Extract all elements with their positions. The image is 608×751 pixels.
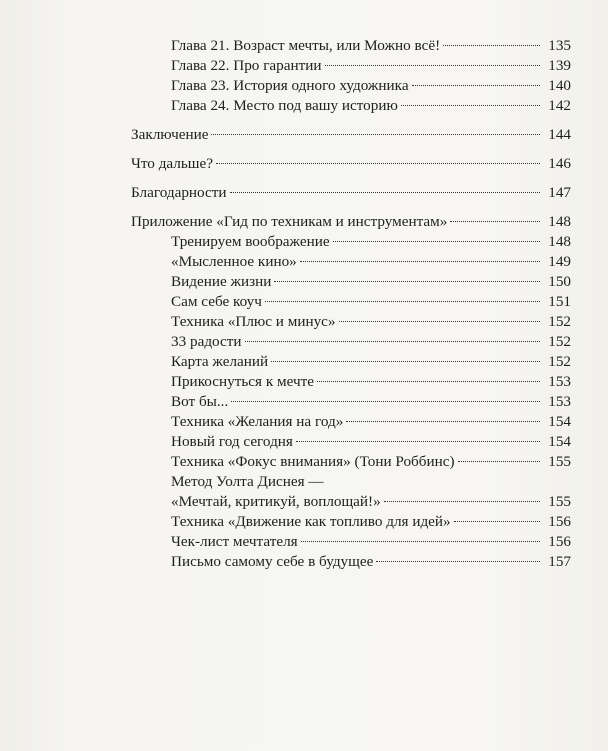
toc-entry-page: 146	[548, 155, 571, 172]
toc-entry-title: Глава 22. Про гарантии	[171, 57, 322, 74]
dot-leader	[333, 241, 540, 242]
toc-entry-page: 142	[548, 97, 571, 114]
toc-entry-title: Чек-лист мечтателя	[171, 533, 298, 550]
toc-entry-page: 149	[548, 253, 571, 270]
dot-leader	[301, 541, 540, 542]
toc-entry-title: «Мысленное кино»	[171, 253, 297, 270]
toc-entry-title: Техника «Плюс и минус»	[171, 313, 336, 330]
toc-entry	[131, 312, 571, 332]
toc-entry	[131, 154, 571, 174]
toc-entry-page: 140	[548, 77, 571, 94]
toc-entry-title: Приложение «Гид по техникам и инструментам»	[131, 213, 448, 230]
toc-entry-title: Заключение	[131, 126, 209, 143]
dot-leader	[265, 301, 540, 302]
toc-entry	[131, 332, 571, 352]
toc-entry-title: Техника «Движение как топливо для идей»	[171, 513, 451, 530]
toc-entry	[131, 232, 571, 252]
table-of-contents	[131, 36, 571, 572]
dot-leader	[300, 261, 540, 262]
toc-entry-title: Письмо самому себе в будущее	[171, 553, 374, 570]
dot-leader	[231, 401, 540, 402]
toc-entry	[131, 56, 571, 76]
toc-entry	[131, 352, 571, 372]
toc-entry-title: Тренируем воображение	[171, 233, 330, 250]
dot-leader	[317, 381, 540, 382]
dot-leader	[384, 501, 540, 502]
dot-leader	[346, 421, 540, 422]
dot-leader	[376, 561, 540, 562]
toc-entry	[131, 292, 571, 312]
toc-entry	[131, 412, 571, 432]
toc-entry-title: Глава 21. Возраст мечты, или Можно всё!	[171, 37, 441, 54]
toc-entry	[131, 183, 571, 203]
toc-entry	[131, 76, 571, 96]
dot-leader	[450, 221, 540, 222]
toc-entry	[131, 125, 571, 145]
toc-entry-title: Глава 23. История одного художника	[171, 77, 409, 94]
dot-leader	[274, 281, 540, 282]
toc-entry-title: Видение жизни	[171, 273, 272, 290]
toc-entry-page: 154	[548, 413, 571, 430]
toc-entry-page: 152	[548, 353, 571, 370]
toc-entry-page: 155	[548, 493, 571, 510]
toc-entry	[131, 432, 571, 452]
toc-entry-title: Прикоснуться к мечте	[171, 373, 314, 390]
toc-entry-title: Новый год сегодня	[171, 433, 293, 450]
toc-entry-title: Техника «Фокус внимания» (Тони Роббинс)	[171, 453, 455, 470]
toc-entry-title: Сам себе коуч	[171, 293, 262, 310]
toc-entry-title: Благодарности	[131, 184, 227, 201]
toc-entry-page: 157	[548, 553, 571, 570]
toc-entry	[131, 452, 571, 472]
dot-leader	[401, 105, 540, 106]
toc-entry	[131, 36, 571, 56]
toc-entry	[131, 272, 571, 292]
toc-entry	[131, 532, 571, 552]
toc-entry-page: 153	[548, 373, 571, 390]
toc-entry-page: 147	[548, 184, 571, 201]
toc-entry-page: 148	[548, 213, 571, 230]
dot-leader	[458, 461, 540, 462]
toc-entry-title: Глава 24. Место под вашу историю	[171, 97, 398, 114]
toc-entry-title: Что дальше?	[131, 155, 213, 172]
toc-entry-page: 156	[548, 513, 571, 530]
toc-entry-page: 139	[548, 57, 571, 74]
toc-entry-page: 152	[548, 313, 571, 330]
toc-entry	[131, 472, 571, 492]
dot-leader	[325, 65, 540, 66]
toc-entry-page: 135	[548, 37, 571, 54]
dot-leader	[443, 45, 540, 46]
toc-entry	[131, 512, 571, 532]
toc-entry-title: «Мечтай, критикуй, воплощай!»	[171, 493, 381, 510]
toc-entry-page: 155	[548, 453, 571, 470]
toc-entry-title: Метод Уолта Диснея —	[171, 473, 324, 490]
dot-leader	[216, 163, 540, 164]
toc-entry-title: Карта желаний	[171, 353, 269, 370]
toc-entry-page: 150	[548, 273, 571, 290]
toc-entry	[131, 552, 571, 572]
toc-entry	[131, 212, 571, 232]
dot-leader	[245, 341, 540, 342]
toc-entry	[131, 252, 571, 272]
dot-leader	[296, 441, 540, 442]
toc-entry	[131, 492, 571, 512]
toc-entry-page: 144	[548, 126, 571, 143]
dot-leader	[412, 85, 540, 86]
toc-entry	[131, 372, 571, 392]
toc-entry-page: 152	[548, 333, 571, 350]
toc-entry-page: 148	[548, 233, 571, 250]
dot-leader	[211, 134, 540, 135]
toc-entry	[131, 392, 571, 412]
toc-entry	[131, 96, 571, 116]
dot-leader	[339, 321, 540, 322]
toc-entry-page: 153	[548, 393, 571, 410]
toc-entry-page: 154	[548, 433, 571, 450]
toc-entry-page: 151	[548, 293, 571, 310]
dot-leader	[271, 361, 540, 362]
toc-entry-title: 33 радости	[171, 333, 242, 350]
dot-leader	[454, 521, 540, 522]
dot-leader	[230, 192, 540, 193]
toc-entry-title: Техника «Желания на год»	[171, 413, 344, 430]
toc-entry-title: Вот бы...	[171, 393, 229, 410]
toc-entry-page: 156	[548, 533, 571, 550]
